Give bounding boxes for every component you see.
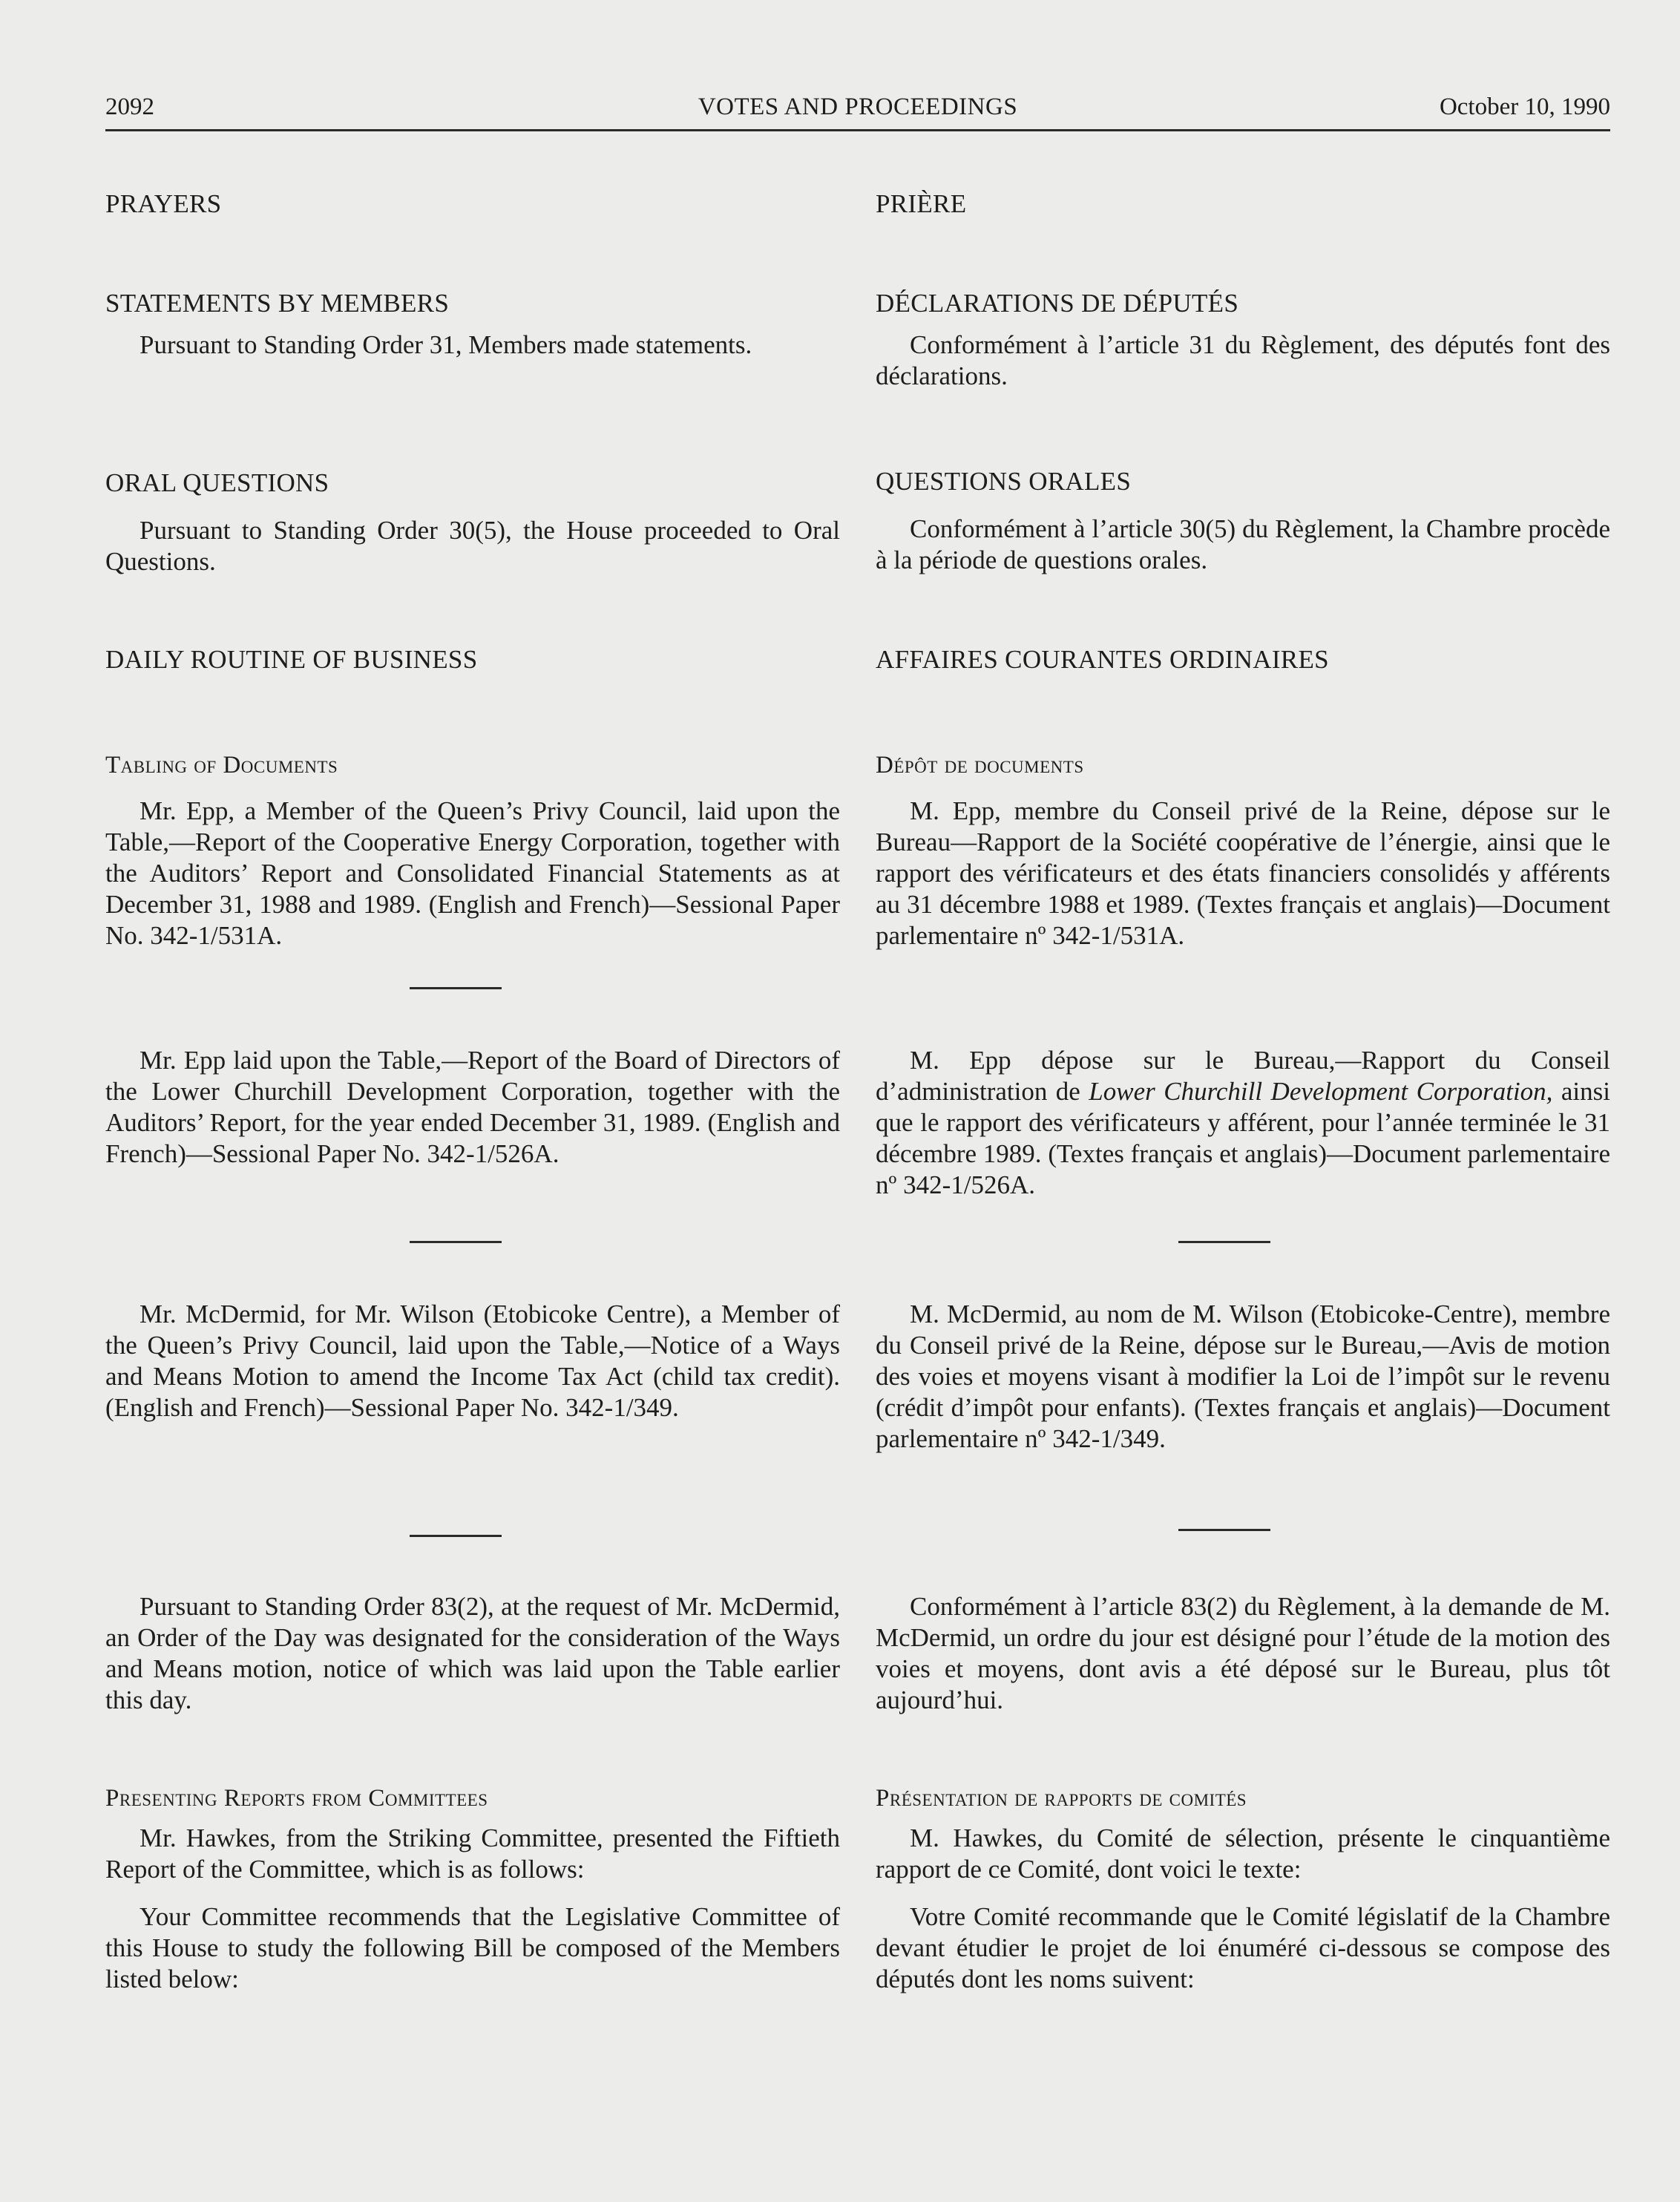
journal-date: October 10, 1990 bbox=[1439, 94, 1610, 120]
separator-rule bbox=[1178, 1241, 1270, 1243]
article-83-paragraph: Conformément à l’article 83(2) du Règlement, à la demande de M. McDermid, un ordre du jour est désigné pour l’étude de la motion des voies et moyens, dont avis a été déposé sur le Bureau, plus tôt aujourd’hui. bbox=[876, 1592, 1610, 1714]
hawkes-rapport-paragraph: M. Hawkes, du Comité de sélection, présente le cinquantième rapport de ce Comité, dont voici le texte: bbox=[876, 1823, 1610, 1884]
depot-paragraph-3: M. McDermid, au nom de M. Wilson (Etobicoke-Centre), membre du Conseil privé de la Reine, dépose sur le Bureau,—Avis de motion des voies et moyens visant à modifier la Loi de l’impôt sur le revenu (crédit d’impôt pour enfants). (Textes français et anglais)—Document parlementaire nº 342-1/349. bbox=[876, 1300, 1610, 1453]
journal-title: VOTES AND PROCEEDINGS bbox=[698, 94, 1018, 120]
statements-text: Pursuant to Standing Order 31, Members made statements. bbox=[140, 330, 752, 359]
declarations-text: Conformément à l’article 31 du Règlement, des députés font des déclarations. bbox=[876, 330, 1610, 390]
daily-routine-heading: DAILY ROUTINE OF BUSINESS bbox=[105, 645, 478, 674]
tabling-paragraph-1: Mr. Epp, a Member of the Queen’s Privy Council, laid upon the Table,—Report of the Cooperative Energy Corporation, together with the Auditors’ Report and Consolidated Financial Statements as at December 31, 1988 and 1989. (English and French)—Sessional Paper No. 342-1/531A. bbox=[105, 796, 840, 950]
standing-order-83-paragraph: Pursuant to Standing Order 83(2), at the request of Mr. McDermid, an Order of the Day was designated for the consideration of the Ways and Means motion, notice of which was laid upon the Table earlier this day. bbox=[105, 1592, 840, 1714]
page-header bbox=[105, 88, 1610, 131]
depot-documents-heading: Dépôt de documents bbox=[876, 752, 1084, 779]
separator-rule bbox=[410, 1535, 502, 1537]
page-number: 2092 bbox=[105, 94, 154, 120]
questions-orales-heading: QUESTIONS ORALES bbox=[876, 467, 1132, 496]
tabling-paragraph-2: Mr. Epp laid upon the Table,—Report of the Board of Directors of the Lower Churchill Development Corporation, together with the Auditors’ Report, for the year ended December 31, 1989. (English and French)—Sessional Paper No. 342-1/526A. bbox=[105, 1046, 840, 1168]
depot-paragraph-2-end: ainsi que le rapport des vérificateurs y afférent, pour l’année terminée le 31 décembre 1989. (Textes français et anglais)—Document parlementaire nº 342-1/526A. bbox=[876, 1077, 1610, 1199]
depot-paragraph-2 bbox=[876, 1045, 1610, 1201]
oral-questions-text: Pursuant to Standing Order 30(5), the House proceeded to Oral Questions. bbox=[105, 516, 840, 576]
separator-rule bbox=[410, 1241, 502, 1243]
questions-orales-text: Conformément à l’article 30(5) du Règlement, la Chambre procède à la période de questions orales. bbox=[876, 514, 1610, 574]
separator-rule bbox=[1178, 1529, 1270, 1531]
oral-questions-heading: ORAL QUESTIONS bbox=[105, 468, 329, 497]
tabling-heading: Tabling of Documents bbox=[105, 752, 338, 779]
committee-recommendation-paragraph: Your Committee recommends that the Legislative Committee of this House to study the following Bill be composed of the Members listed below: bbox=[105, 1902, 840, 1993]
separator-rule bbox=[410, 987, 502, 989]
priere-heading: PRIÈRE bbox=[876, 189, 967, 218]
declarations-heading: DÉCLARATIONS DE DÉPUTÉS bbox=[876, 289, 1239, 318]
statements-heading: STATEMENTS BY MEMBERS bbox=[105, 289, 450, 318]
prayers-heading: PRAYERS bbox=[105, 189, 222, 218]
presenting-reports-heading: Presenting Reports from Committees bbox=[105, 1785, 488, 1812]
recommandation-comite-paragraph: Votre Comité recommande que le Comité législatif de la Chambre devant étudier le projet de loi énuméré ci-dessous se compose des députés dont les noms suivent: bbox=[876, 1902, 1610, 1993]
depot-paragraph-2-start: M. Epp dépose sur le Bureau,—Rapport du Conseil d’administration de bbox=[876, 1046, 1610, 1106]
affaires-courantes-heading: AFFAIRES COURANTES ORDINAIRES bbox=[876, 645, 1329, 674]
presentation-rapports-heading: Présentation de rapports de comités bbox=[876, 1785, 1247, 1812]
tabling-paragraph-3: Mr. McDermid, for Mr. Wilson (Etobicoke Centre), a Member of the Queen’s Privy Council, laid upon the Table,—Notice of a Ways and Means Motion to amend the Income Tax Act (child tax credit). (English and French)—Sessional Paper No. 342-1/349. bbox=[105, 1300, 840, 1422]
depot-paragraph-1: M. Epp, membre du Conseil privé de la Reine, dépose sur le Bureau—Rapport de la Société coopérative de l’énergie, ainsi que le rapport des vérificateurs et des états financiers consolidés y afférents au 31 décembre 1988 et 1989. (Textes français et anglais)—Document parlementaire nº 342-1/531A. bbox=[876, 796, 1610, 950]
corporation-name: Lower Churchill Development Corporation, bbox=[1089, 1077, 1553, 1106]
hawkes-report-paragraph: Mr. Hawkes, from the Striking Committee, presented the Fiftieth Report of the Committee, which is as follows: bbox=[105, 1823, 840, 1884]
